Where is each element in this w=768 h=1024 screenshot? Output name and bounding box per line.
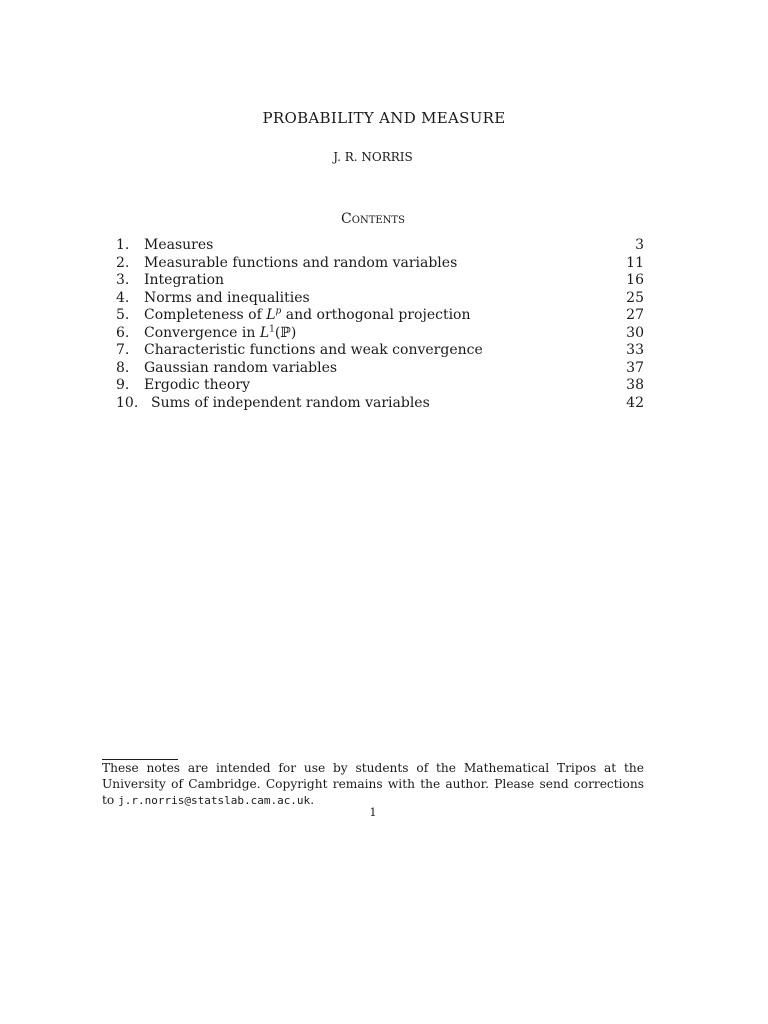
toc-entry-title: Measurable functions and random variables [144, 254, 458, 271]
toc-entry-title: Norms and inequalities [144, 289, 310, 306]
math-symbol: L [266, 307, 276, 323]
toc-entry-number: 10. [116, 394, 139, 411]
footnote-trailing: . [310, 793, 315, 807]
toc-title-text: Convergence in [144, 324, 260, 341]
toc-entry-page: 33 [626, 342, 644, 358]
contents-heading: Contents [341, 211, 405, 227]
toc-entry-gaussian [116, 360, 644, 378]
toc-entry-number: 1. [116, 237, 130, 253]
page-number: 1 [369, 806, 377, 819]
toc-entry-page: 37 [626, 359, 644, 376]
document-author: J. R. NORRIS [333, 150, 413, 164]
toc-entry-page: 27 [626, 307, 644, 323]
toc-entry-norms [116, 290, 644, 308]
toc-entry-title [144, 307, 471, 325]
document-title: PROBABILITY AND MEASURE [262, 109, 506, 127]
toc-entry-title: Sums of independent random variables [151, 394, 430, 411]
toc-title-text: Completeness of [144, 307, 267, 323]
toc-entry-number: 3. [116, 272, 130, 288]
toc-entry-completeness [116, 307, 644, 325]
math-superscript: p [275, 306, 282, 317]
toc-entry-number: 6. [116, 324, 130, 341]
toc-entry-title: Gaussian random variables [144, 359, 338, 376]
toc-entry-number: 7. [116, 342, 130, 358]
toc-entry-page: 11 [626, 254, 644, 271]
toc-entry-number: 9. [116, 377, 130, 393]
toc-entry-convergence [116, 325, 644, 343]
toc-entry-title: Characteristic functions and weak convergence [144, 342, 483, 358]
toc-entry-title: Measures [144, 237, 214, 253]
toc-entry-title: Ergodic theory [144, 377, 250, 393]
toc-entry-measures [116, 237, 644, 255]
toc-entry-page: 42 [626, 394, 644, 411]
toc-entry-number: 4. [116, 289, 130, 306]
toc-entry-number: 2. [116, 254, 130, 271]
toc-entry-page: 38 [626, 377, 644, 393]
toc-entry-page: 30 [626, 324, 644, 341]
toc-entry-title: Integration [144, 272, 225, 288]
footnote-text: These notes are intended for use by students of the Mathematical Tripos at the University of Cambridge. Copyright remains with the author. Please send corrections to [102, 761, 644, 807]
footnote-email: j.r.norris@statslab.cam.ac.uk [118, 794, 311, 807]
math-symbol: L [259, 324, 270, 341]
toc-entry-number: 8. [116, 359, 130, 376]
toc-entry-sums [116, 395, 644, 413]
toc-entry-page: 16 [626, 272, 644, 288]
toc-entry-page: 3 [635, 237, 644, 253]
toc-entry-number: 5. [116, 307, 130, 323]
toc-entry-page: 25 [626, 289, 644, 306]
toc-title-text: (ℙ) [274, 324, 297, 341]
toc-entry-measurable-functions [116, 255, 644, 273]
footnote [102, 760, 644, 809]
toc-entry-title [144, 325, 296, 343]
math-superscript: 1 [269, 323, 275, 334]
toc-title-text: and orthogonal projection [281, 307, 471, 323]
toc-entry-ergodic [116, 377, 644, 395]
table-of-contents [116, 237, 644, 412]
toc-entry-characteristic-functions [116, 342, 644, 360]
toc-entry-integration [116, 272, 644, 290]
